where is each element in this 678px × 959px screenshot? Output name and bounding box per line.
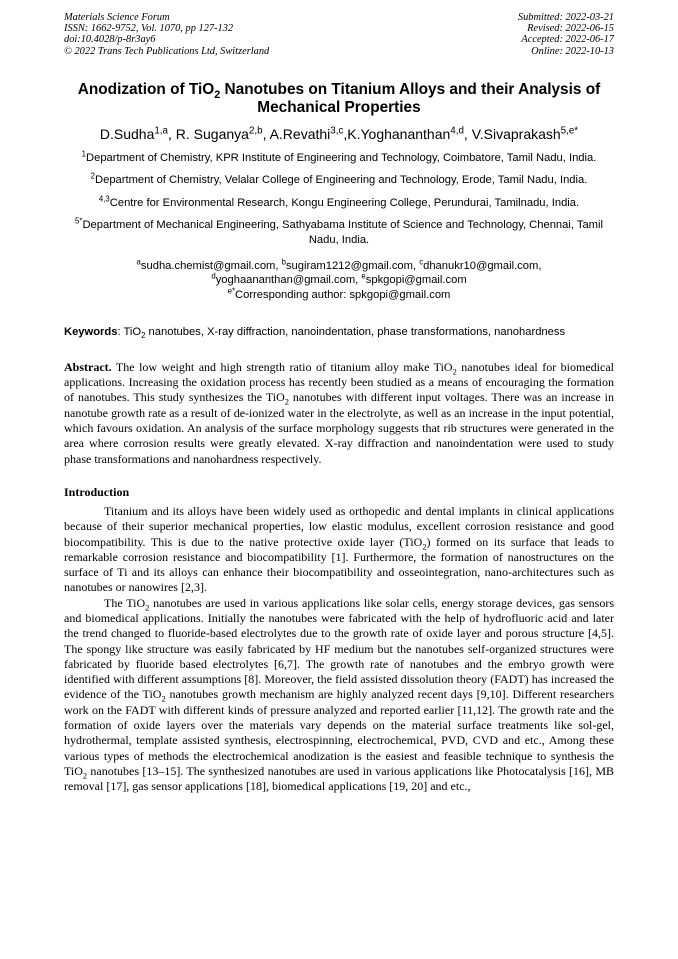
email-line-1: $^a$sudha.chemist@gmail.com, $^b$sugiram1212@gmail.com, $^c$dhanukr10@gmail.com,	[136, 257, 542, 272]
intro-paragraph-2: The TiO$_2$ nanotubes are used in various applications like solar cells, energy storage devices, gas sensors and biomedical applications. Initially the nanotubes were fabricated with the help of hydrofluoric acid and later the trend changed to fluoride-based electrolytes due to the growth rate of oxide layer and porous structure [4,5]. The spongy like structure was easily fabricated by HF medium but the nanotubes self-organized structures were fabricated by fluoride based electrolytes [6,7]. The growth rate of nanotubes and the embryo growth were identified with different assumptions [8]. Moreover, the field assisted dissolution theory (FADT) has increased the evidence of the TiO$_2$ nanotubes growth mechanism are highly analyzed recent days [9,10]. Different researchers work on the FADT with different kinds of pressure analyzed and reported earlier [11,12]. The growth rate and the formation of oxide layers over the materials vary depends on the material surface treatments like sol-gel, hydrothermal, template assisted synthesis, electrospinning, electrochemical, PVD, CVD and etc., Among these various types of methods the electrochemical anodization is the easiest and feasible technique to synthesis the TiO$_2$ nanotubes [13–15]. The synthesized nanotubes are used in various applications like Photocatalysis [16], MB removal [17], gas sensor applications [18], biomedical applications [19, 20] and etc.,	[64, 595, 614, 794]
author-name: A.Revathi	[269, 125, 331, 142]
paper-title: Anodization of TiO$_2$ Nanotubes on Titanium Alloys and their Analysis of Mechanical Properties	[77, 80, 601, 117]
author-name: K.Yoghananthan	[347, 125, 451, 142]
author-name: D.Sudha	[99, 125, 155, 142]
abstract-label: Abstract.	[64, 359, 112, 374]
affiliation-4: $^{5*}$Department of Mechanical Engineering, Sathyabama Institute of Science and Technology, Chennai, Tamil Nadu, India.	[75, 216, 603, 247]
section-heading-introduction: Introduction	[64, 484, 130, 499]
keywords: Keywords: TiO$_2$ nanotubes, X-ray diffraction, nanoindentation, phase transformations, nanohardness	[64, 325, 566, 340]
date-submitted: Submitted: 2022-03-21	[517, 12, 614, 23]
journal-issn: ISSN: 1662-9752, Vol. 1070, pp 127-132	[64, 23, 234, 35]
corresponding-author: $^{e*}$Corresponding author: spkgopi@gmail.com	[227, 286, 451, 302]
affiliation-1: $^1$Department of Chemistry, KPR Institute of Engineering and Technology, Coimbatore, Tamil Nadu, India.	[81, 149, 597, 164]
affiliation-2: $^2$Department of Chemistry, Velalar College of Engineering and Technology, Erode, Tamil Nadu, India.	[90, 171, 588, 187]
abstract: Abstract. The low weight and high strength ratio of titanium alloy make TiO$_2$ nanotubes ideal for biomedical applications. Increasing the oxidation process has recently been studied as a means of encouraging the formation of nanotubes. This study synthesizes the TiO$_2$ nanotubes with different input voltages. There was an increase in nanotube growth rate as a result of de-ionized water in the electrolyte, as well as an increase in the input potential, which favours oxidation. An analysis of the surface morphology suggests that rib structures were generated in the area where corrosion results were greatly elevated. X-ray diffraction and nanoindentation were used to study phase transformations and nanohardness respectively.	[64, 359, 614, 466]
author-list: D.Sudha$^{1,a}$, R. Suganya$^{2,b}$, A.Revathi$^{3,c}$,K.Yoghananthan$^{4,d}$, V.Sivaprakash$^{5,e*}$	[99, 125, 579, 142]
date-revised: Revised: 2022-06-15	[527, 23, 614, 35]
date-online: Online: 2022-10-13	[531, 45, 614, 57]
journal-copyright: © 2022 Trans Tech Publications Ltd, Switzerland	[64, 45, 270, 57]
affiliation-3: $^{4,3}$Centre for Environmental Research, Kongu Engineering College, Perundurai, Tamilnadu, India.	[98, 193, 580, 209]
journal-doi: doi:10.4028/p-8r3ay6	[64, 34, 156, 46]
publication-dates	[518, 12, 614, 57]
author-emails	[64, 259, 614, 303]
author-name: R. Suganya	[175, 125, 249, 142]
intro-paragraph-1: Titanium and its alloys have been widely used as orthopedic and dental implants in clinical applications because of their superior mechanical properties, low elastic modulus, excellent corrosion resistance and good biocompatibility. This is due to the native protective oxide layer (TiO$_2$) formed on its surface that leads to remarkable corrosion resistance and biocompatibility [1]. Furthermore, the formation of nanostructures on the surface of Ti and its alloys can enhance their biocompatibility and osseointegration, nano-architectures such as nanotubes or nanowires [2,3].	[64, 503, 614, 595]
journal-info	[64, 12, 269, 57]
paper-page	[64, 12, 614, 795]
keywords-label: Keywords	[64, 325, 118, 338]
author-name: V.Sivaprakash	[471, 125, 561, 142]
journal-header	[64, 12, 614, 57]
email-line-2: $^d$yoghaananthan@gmail.com, $^e$spkgopi@gmail.com	[211, 271, 467, 287]
date-accepted: Accepted: 2022-06-17	[521, 34, 614, 46]
journal-name: Materials Science Forum	[64, 12, 170, 23]
